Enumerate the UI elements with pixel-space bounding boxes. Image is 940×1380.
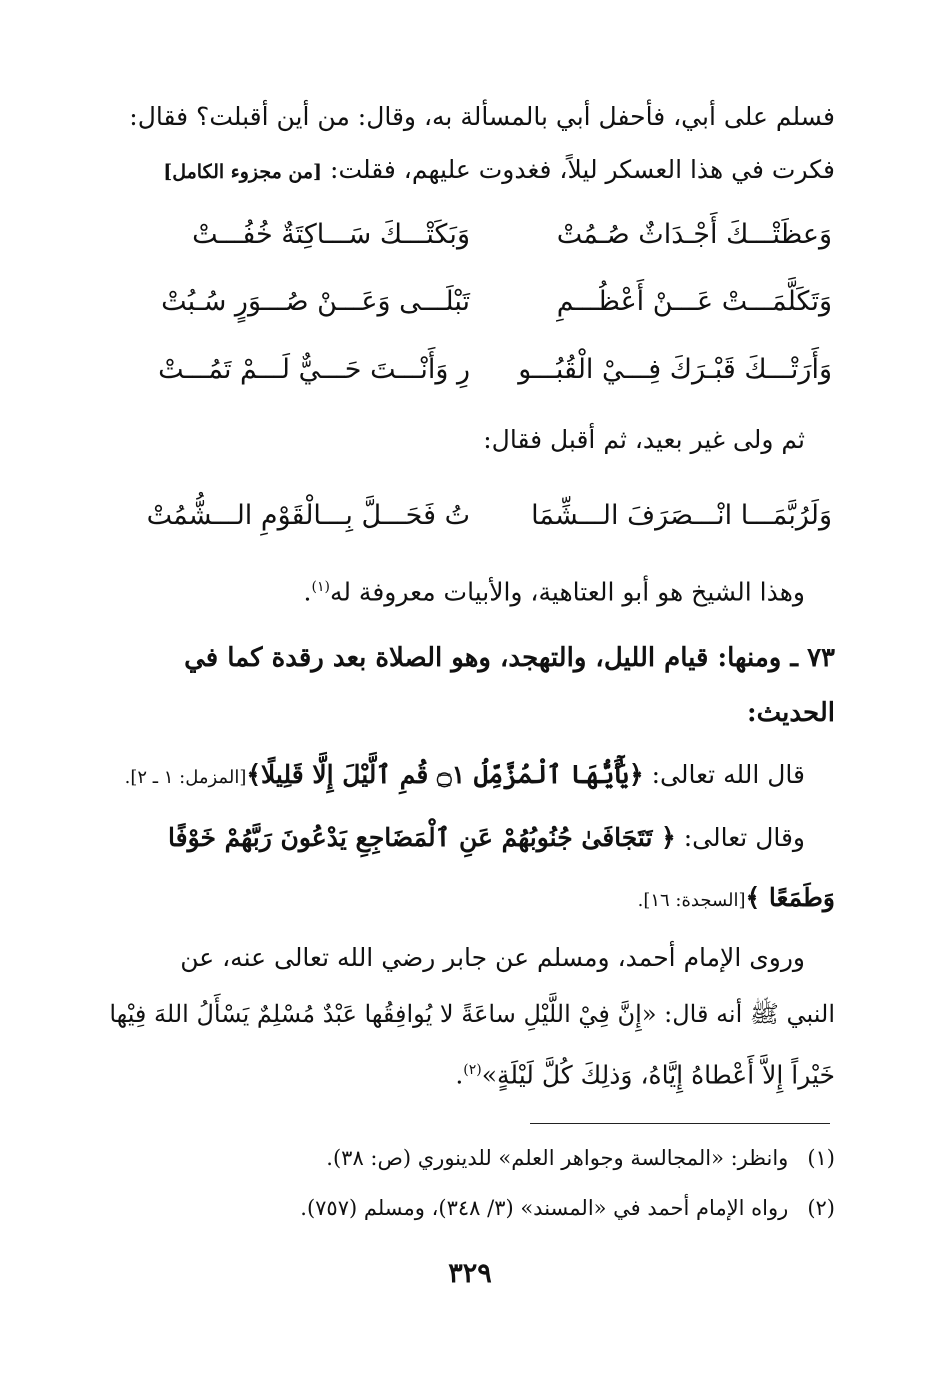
- hadith-line-1: وروى الإمام أحمد، ومسلم عن جابر رضي الله تعالى عنه، عن: [180, 943, 805, 972]
- quran-2-text-2: وَطَمَعًا ﴾: [745, 883, 835, 912]
- verse-2-second-hemistich: تَبْلَـــى وَعَـــنْ صُـــوَرٍ سُـبُتْ: [161, 286, 470, 317]
- verse-4-first-hemistich: وَلَرُبَّمَـــا انْـــصَرَفَ الـــشِّمَا: [531, 500, 832, 531]
- verse-4-second-hemistich: تُ فَحَـــلَّ بِـــالْقَوْمِ الـــشُّمُتْ: [146, 500, 470, 531]
- sheikh-text: وهذا الشيخ هو أبو العتاهية، والأبيات معروفة له: [329, 577, 805, 607]
- quran-1-ref: [المزمل: ١ ـ ٢].: [124, 767, 247, 788]
- quran-1-intro: قال الله تعالى:: [651, 760, 805, 789]
- footnote-2: [128, 1192, 835, 1224]
- footnote-1-number: (١): [807, 1146, 835, 1170]
- footnote-ref-2: (٢): [463, 1062, 482, 1078]
- footnote-1-text: وانظر: «المجالسة وجواهر العلم» للدينوري (ص: ٣٨).: [326, 1146, 789, 1170]
- quran-1-text: ﴿يَٰٓأَيُّهَا ٱلْمُزَّمِّلُ ۝١ قُمِ ٱلَّيْلَ إِلَّا قَلِيلًا﴾: [246, 760, 644, 789]
- verse-2-first-hemistich: وَتَكَلَّمَـــتْ عَـــنْ أَعْظُـــمِ: [556, 286, 832, 317]
- sheikh-end: .: [303, 577, 312, 607]
- verse-1-first-hemistich: وَعظَتْـــكَ أَجْـدَاثٌ صُـمُتْ: [556, 219, 832, 250]
- hadith-end: .: [455, 1060, 464, 1090]
- footnote-1: [128, 1142, 835, 1174]
- footnote-separator: [530, 1123, 830, 1124]
- verse-1-second-hemistich: وَبَكَتْـــكَ سَـــاكِتَةٌ خُفُـــتْ: [192, 219, 470, 250]
- quran-2-intro: وقال تعالى:: [683, 823, 805, 852]
- section-heading-line-1: ٧٣ ـ ومنها: قيام الليل، والتهجد، وهو الصلاة بعد رقدة كما في: [184, 643, 835, 673]
- quran-verse-2-line-2: [128, 878, 835, 921]
- quran-verse-1-line: [124, 755, 805, 798]
- hadith-line-2: النبي ﷺ أنه قال: «إِنَّ فِيْ اللَّيْلِ ساعَةً لا يُوافِقُها عَبْدٌ مُسْلِمٌ يَسْأَلُ اللهَ فِيْها: [109, 1000, 835, 1028]
- prose-line-2-text: فكرت في هذا العسكر ليلاً، فغدوت عليهم، فقلت:: [330, 155, 835, 184]
- quran-verse-2-line-1: [128, 818, 805, 858]
- footnote-2-text: رواه الإمام أحمد في «المسند» (٣/ ٣٤٨)، ومسلم (٧٥٧).: [300, 1196, 789, 1220]
- section-heading-line-2: الحديث:: [747, 698, 835, 728]
- verse-3-second-hemistich: رِ وَأَنْـــتَ حَـــيٌّ لَـــمْ تَمُـــتْ: [158, 354, 470, 385]
- footnote-ref-1: (١): [311, 579, 330, 595]
- hadith-line-3: [128, 1050, 835, 1095]
- verse-3-first-hemistich: وَأَرَتْـــكَ قَبْـرَكَ فِـــيْ الْقُبُـــو: [518, 354, 832, 385]
- hadith-text-3: خَيْراً إِلاَّ أَعْطاهُ إِيَّاهُ، وَذلِكَ كُلَّ لَيْلَةٍ»: [481, 1060, 835, 1090]
- footnote-2-number: (٢): [807, 1196, 835, 1220]
- quran-2-ref: [السجدة: ١٦].: [637, 890, 746, 911]
- quran-2-text-1: ﴿ تَتَجَافَىٰ جُنُوبُهُمْ عَنِ ٱلْمَضَاجِعِ يَدْعُونَ رَبَّهُمْ خَوْفًا: [168, 823, 676, 852]
- prose-line-1: فسلم على أبي، فأحفل أبي بالمسألة به، وقال: من أين أقبلت؟ فقال:: [129, 102, 835, 131]
- prose-sheikh-line: [128, 567, 805, 612]
- page-number: ٣٢٩: [448, 1258, 492, 1289]
- meter-tag: [من مجزوء الكامل]: [163, 161, 323, 183]
- prose-line-2: [128, 150, 835, 192]
- prose-after-verses: ثم ولى غير بعيد، ثم أقبل فقال:: [483, 425, 805, 454]
